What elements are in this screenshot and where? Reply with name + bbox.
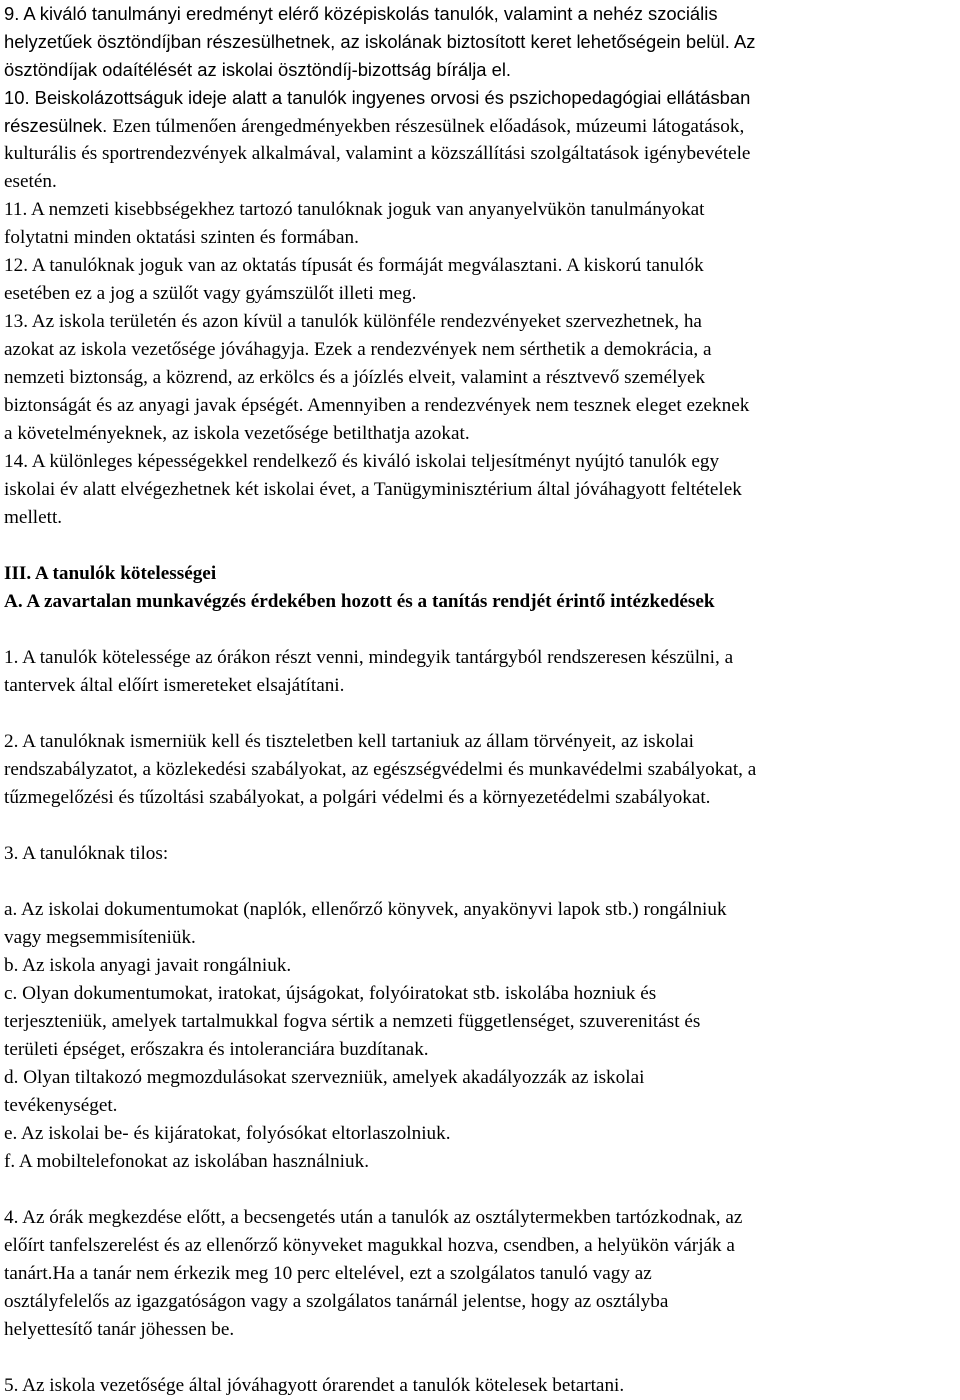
paragraph-gap bbox=[4, 532, 956, 560]
text-line: rendszabályzatot, a közlekedési szabályokat, az egészségvédelmi és munkavédelmi szabályokat, a bbox=[4, 759, 757, 780]
text-line: helyzetűek ösztöndíjban részesülhetnek, az iskolának biztosított keret lehetőségein belül. Az bbox=[4, 31, 756, 52]
text-line: kulturális és sportrendezvények alkalmával, valamint a közszállítási szolgáltatások igénybevétele bbox=[4, 143, 751, 164]
text-line: esetében ez a jog a szülőt vagy gyámszülőt illeti meg. bbox=[4, 283, 417, 304]
text-line: c. Olyan dokumentumokat, iratokat, újságokat, folyóiratokat stb. iskolába hozniuk és bbox=[4, 983, 657, 1004]
text-line bbox=[4, 112, 956, 140]
text-line: azokat az iskola vezetősége jóváhagyja. Ezek a rendezvények nem sérthetik a demokrácia, a bbox=[4, 339, 712, 360]
text-line: helyettesítő tanár jöhessen be. bbox=[4, 1319, 235, 1340]
paragraph-gap bbox=[4, 1344, 956, 1372]
text-span: részesülnek. bbox=[4, 115, 113, 136]
text-line: e. Az iskolai be- és kijáratokat, folyósókat eltorlaszolniuk. bbox=[4, 1123, 451, 1144]
text-line: 13. Az iskola területén és azon kívül a tanulók különféle rendezvényeket szervezhetnek, ha bbox=[4, 311, 702, 332]
text-line: területi épséget, erőszakra és intoleranciára buzdítanak. bbox=[4, 1039, 429, 1060]
paragraph-gap bbox=[4, 868, 956, 896]
text-line: a. Az iskolai dokumentumokat (naplók, ellenőrző könyvek, anyakönyvi lapok stb.) rongálniuk bbox=[4, 899, 727, 920]
text-line: 3. A tanulóknak tilos: bbox=[4, 843, 169, 864]
text-line: 11. A nemzeti kisebbségekhez tartozó tanulóknak joguk van anyanyelvükön tanulmányokat bbox=[4, 199, 705, 220]
text-line: 4. Az órák megkezdése előtt, a becsengetés után a tanulók az osztálytermekben tartózkodnak, az bbox=[4, 1207, 743, 1228]
paragraph-gap bbox=[4, 812, 956, 840]
text-line: tűzmegelőzési és tűzoltási szabályokat, a polgári védelmi és a környezetédelmi szabályokat. bbox=[4, 787, 711, 808]
text-line: biztonságát és az anyagi javak épségét. Amennyiben a rendezvények nem tesznek eleget ezeknek bbox=[4, 395, 750, 416]
text-line: tanárt.Ha a tanár nem érkezik meg 10 perc eltelével, ezt a szolgálatos tanuló vagy az bbox=[4, 1263, 652, 1284]
paragraph-gap bbox=[4, 1176, 956, 1204]
text-line: d. Olyan tiltakozó megmozdulásokat szervezniük, amelyek akadályozzák az iskolai bbox=[4, 1067, 645, 1088]
text-line: a követelményeknek, az iskola vezetősége betilthatja azokat. bbox=[4, 423, 470, 444]
text-line: 1. A tanulók kötelessége az órákon részt venni, mindegyik tantárgyból rendszeresen készülni, a bbox=[4, 647, 734, 668]
text-line: terjeszteniük, amelyek tartalmukkal fogva sértik a nemzeti függetlenséget, szuverenitást és bbox=[4, 1011, 701, 1032]
text-line: folytatni minden oktatási szinten és formában. bbox=[4, 227, 359, 248]
text-line: 5. Az iskola vezetősége által jóváhagyott órarendet a tanulók kötelesek betartani. bbox=[4, 1375, 625, 1396]
text-line: iskolai év alatt elvégezhetnek két iskolai évet, a Tanügyminisztérium által jóváhagyott feltételek bbox=[4, 479, 742, 500]
text-line: mellett. bbox=[4, 507, 63, 528]
text-span: Ezen túlmenően árengedményekben részesülnek előadások, múzeumi látogatások, bbox=[112, 116, 745, 137]
subsection-heading: A. A zavartalan munkavégzés érdekében hozott és a tanítás rendjét érintő intézkedések bbox=[4, 591, 715, 612]
text-line: ösztöndíjak odaítélését az iskolai ösztöndíj-bizottság bírálja el. bbox=[4, 59, 512, 80]
text-line: tantervek által előírt ismereteket elsajátítani. bbox=[4, 675, 345, 696]
text-line: esetén. bbox=[4, 171, 57, 192]
text-line: osztályfelelős az igazgatóságon vagy a szolgálatos tanárnál jelentse, hogy az osztályba bbox=[4, 1291, 669, 1312]
text-line: vagy megsemmisíteniük. bbox=[4, 927, 196, 948]
text-line: 12. A tanulóknak joguk van az oktatás típusát és formáját megválasztani. A kiskorú tanulók bbox=[4, 255, 704, 276]
text-line: előírt tanfelszerelést és az ellenőrző könyveket magukkal hozva, csendben, a helyükön várják a bbox=[4, 1235, 735, 1256]
text-line: 14. A különleges képességekkel rendelkező és kiváló iskolai teljesítményt nyújtó tanulók egy bbox=[4, 451, 720, 472]
text-line: b. Az iskola anyagi javait rongálniuk. bbox=[4, 955, 292, 976]
text-line: f. A mobiltelefonokat az iskolában használniuk. bbox=[4, 1151, 370, 1172]
paragraph-gap bbox=[4, 616, 956, 644]
text-line: nemzeti biztonság, a közrend, az erkölcs és a jóízlés elveit, valamint a résztvevő személyek bbox=[4, 367, 706, 388]
text-line: tevékenységet. bbox=[4, 1095, 118, 1116]
text-line: 9. A kiváló tanulmányi eredményt elérő középiskolás tanulók, valamint a nehéz szociális bbox=[4, 3, 718, 24]
text-line: 10. Beiskolázottságuk ideje alatt a tanulók ingyenes orvosi és pszichopedagógiai ellátásban bbox=[4, 87, 751, 108]
text-line: 2. A tanulóknak ismerniük kell és tiszteletben kell tartaniuk az állam törvényeit, az iskolai bbox=[4, 731, 695, 752]
section-heading: III. A tanulók kötelességei bbox=[4, 563, 217, 584]
paragraph-gap bbox=[4, 700, 956, 728]
